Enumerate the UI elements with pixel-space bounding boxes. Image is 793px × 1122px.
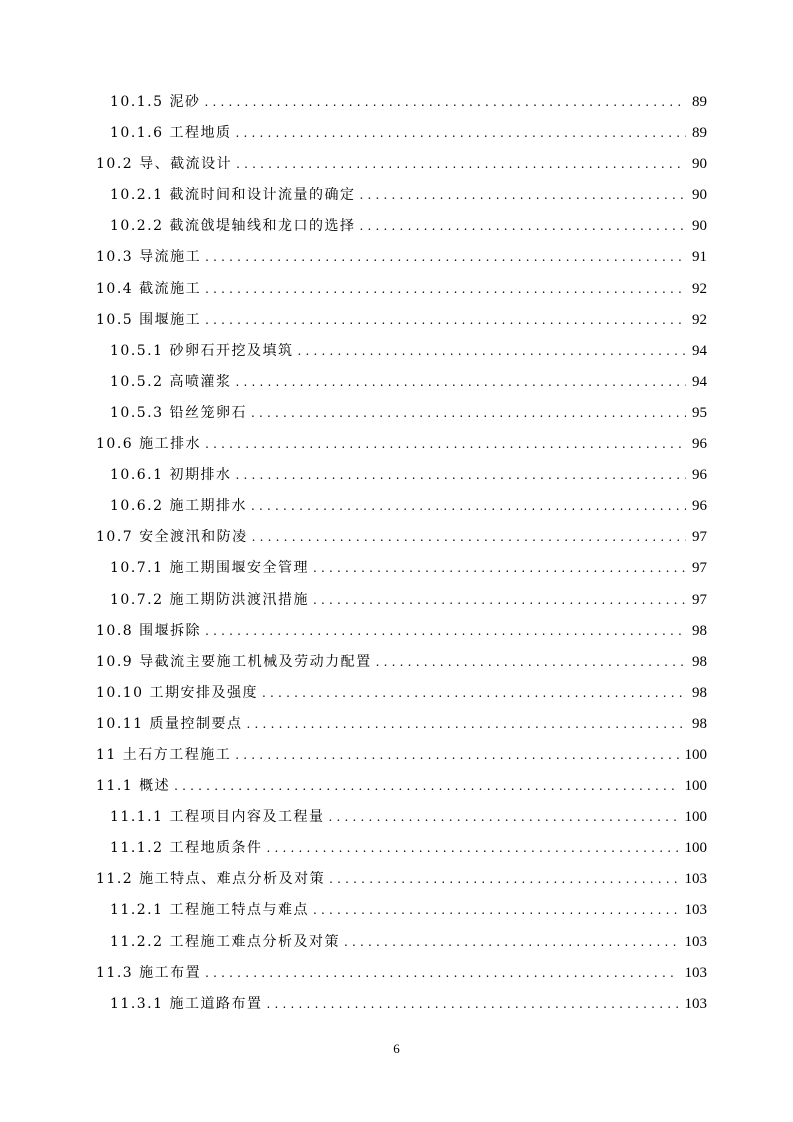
toc-entry-title: 11.2.2 工程施工难点分析及对策 [110, 933, 340, 950]
table-of-contents [96, 91, 707, 1024]
toc-entry[interactable] [96, 371, 707, 402]
toc-entry-page-number: 103 [684, 871, 707, 888]
toc-dot-leader [329, 872, 678, 886]
toc-entry[interactable] [96, 557, 707, 588]
toc-entry-title: 10.4 截流施工 [96, 280, 202, 297]
toc-entry-page-number: 89 [692, 94, 707, 110]
toc-entry-title: 10.6.1 初期排水 [110, 467, 232, 484]
toc-entry-title: 10.5.3 铅丝笼卵石 [110, 404, 247, 421]
toc-dot-leader [205, 313, 686, 327]
page-number: 6 [393, 1041, 400, 1056]
toc-entry-page-number: 98 [692, 684, 707, 701]
toc-dot-leader [252, 530, 686, 544]
toc-entry[interactable] [96, 806, 707, 837]
toc-dot-leader [251, 406, 686, 420]
toc-dot-leader [205, 437, 686, 451]
toc-entry-title: 11.2 施工特点、难点分析及对策 [96, 871, 326, 888]
toc-entry-page-number: 103 [684, 902, 707, 919]
toc-entry[interactable] [96, 184, 707, 215]
toc-dot-leader [359, 219, 686, 233]
toc-entry-title: 11.1.1 工程项目内容及工程量 [110, 809, 325, 826]
toc-entry[interactable] [96, 899, 707, 930]
toc-entry-page-number: 96 [692, 436, 707, 453]
toc-entry[interactable] [96, 153, 707, 184]
toc-dot-leader [359, 188, 686, 202]
toc-entry-title: 10.5.2 高喷灌浆 [110, 373, 232, 390]
toc-entry[interactable] [96, 713, 707, 744]
toc-entry[interactable] [96, 246, 707, 277]
toc-entry[interactable] [96, 464, 707, 495]
toc-dot-leader [235, 748, 678, 762]
toc-dot-leader [247, 717, 686, 731]
toc-entry-title: 11.3.1 施工道路布置 [110, 995, 263, 1012]
toc-entry[interactable] [96, 868, 707, 899]
toc-entry[interactable] [96, 402, 707, 433]
toc-entry[interactable] [96, 589, 707, 620]
toc-entry[interactable] [96, 526, 707, 557]
toc-dot-leader [204, 95, 686, 109]
toc-entry-page-number: 98 [692, 715, 707, 732]
toc-entry-page-number: 94 [692, 342, 707, 359]
toc-dot-leader [376, 655, 686, 669]
toc-entry[interactable] [96, 962, 707, 993]
toc-entry[interactable] [96, 278, 707, 309]
toc-entry[interactable] [96, 122, 707, 153]
toc-entry[interactable] [96, 433, 707, 464]
toc-entry-page-number: 103 [684, 995, 707, 1012]
toc-dot-leader [235, 468, 686, 482]
toc-dot-leader [262, 686, 686, 700]
toc-entry-page-number: 97 [692, 591, 707, 608]
toc-entry-title: 10.7.1 施工期围堰安全管理 [110, 560, 309, 577]
toc-entry[interactable] [96, 931, 707, 962]
toc-entry-title: 10.9 导截流主要施工机械及劳动力配置 [96, 653, 372, 670]
toc-entry[interactable] [96, 91, 707, 122]
toc-entry[interactable] [96, 993, 707, 1024]
toc-dot-leader [344, 935, 679, 949]
toc-entry-title: 10.6 施工排水 [96, 436, 202, 453]
toc-entry-title: 10.10 工期安排及强度 [96, 684, 259, 701]
toc-entry[interactable] [96, 744, 707, 775]
toc-dot-leader [235, 375, 686, 389]
toc-entry-title: 10.7 安全渡汛和防凌 [96, 529, 248, 546]
toc-entry-title: 10.3 导流施工 [96, 249, 202, 266]
toc-entry-page-number: 100 [684, 809, 707, 826]
toc-dot-leader [205, 282, 686, 296]
toc-entry-title: 10.11 质量控制要点 [96, 715, 243, 732]
toc-dot-leader [235, 126, 686, 140]
toc-entry[interactable] [96, 340, 707, 371]
toc-entry-title: 11.2.1 工程施工特点与难点 [110, 902, 309, 919]
toc-dot-leader [251, 499, 686, 513]
toc-entry-page-number: 98 [692, 653, 707, 670]
toc-dot-leader [313, 561, 686, 575]
toc-entry[interactable] [96, 775, 707, 806]
toc-dot-leader [297, 344, 686, 358]
toc-entry[interactable] [96, 837, 707, 868]
toc-entry-page-number: 90 [692, 187, 707, 204]
toc-entry-title: 11.1 概述 [96, 778, 171, 795]
toc-entry-title: 10.2 导、截流设计 [96, 156, 233, 173]
toc-dot-leader [313, 593, 686, 607]
toc-entry-page-number: 89 [692, 125, 707, 142]
toc-entry-title: 10.2.2 截流戗堤轴线和龙口的选择 [110, 218, 356, 235]
toc-entry-title: 10.1.6 工程地质 [110, 125, 232, 142]
toc-entry-page-number: 96 [692, 498, 707, 515]
toc-entry-page-number: 90 [692, 218, 707, 235]
toc-entry-page-number: 90 [692, 156, 707, 173]
toc-entry-page-number: 100 [684, 778, 707, 795]
toc-entry-page-number: 91 [692, 249, 707, 266]
toc-entry-title: 10.5 围堰施工 [96, 311, 202, 328]
toc-entry-title: 10.6.2 施工期排水 [110, 498, 247, 515]
toc-entry[interactable] [96, 682, 707, 713]
toc-entry-title: 11 土石方工程施工 [96, 746, 232, 763]
toc-dot-leader [266, 997, 678, 1011]
toc-entry-title: 10.7.2 施工期防洪渡汛措施 [110, 591, 309, 608]
toc-entry-title: 10.2.1 截流时间和设计流量的确定 [110, 187, 356, 204]
toc-entry-page-number: 103 [684, 964, 707, 981]
toc-dot-leader [174, 779, 678, 793]
toc-dot-leader [328, 810, 678, 824]
toc-dot-leader [266, 841, 678, 855]
toc-entry[interactable] [96, 309, 707, 340]
toc-entry-page-number: 98 [692, 622, 707, 639]
toc-entry-page-number: 100 [684, 746, 707, 763]
toc-entry-title: 10.8 围堰拆除 [96, 622, 202, 639]
toc-entry[interactable] [96, 495, 707, 526]
toc-entry[interactable] [96, 651, 707, 682]
toc-dot-leader [205, 624, 686, 638]
toc-entry-page-number: 95 [692, 404, 707, 421]
toc-entry-page-number: 92 [692, 311, 707, 328]
toc-dot-leader [236, 157, 686, 171]
toc-dot-leader [313, 903, 679, 917]
toc-entry-page-number: 92 [692, 280, 707, 297]
toc-entry[interactable] [96, 620, 707, 651]
toc-entry[interactable] [96, 215, 707, 246]
toc-entry-title: 10.1.5 泥砂 [110, 94, 201, 110]
toc-entry-page-number: 103 [684, 933, 707, 950]
toc-entry-title: 11.1.2 工程地质条件 [110, 840, 263, 857]
toc-dot-leader [205, 250, 686, 264]
toc-entry-page-number: 96 [692, 467, 707, 484]
toc-dot-leader [205, 966, 678, 980]
toc-entry-title: 11.3 施工布置 [96, 964, 202, 981]
toc-entry-page-number: 100 [684, 840, 707, 857]
toc-entry-page-number: 97 [692, 560, 707, 577]
toc-entry-page-number: 97 [692, 529, 707, 546]
toc-entry-title: 10.5.1 砂卵石开挖及填筑 [110, 342, 294, 359]
toc-entry-page-number: 94 [692, 373, 707, 390]
